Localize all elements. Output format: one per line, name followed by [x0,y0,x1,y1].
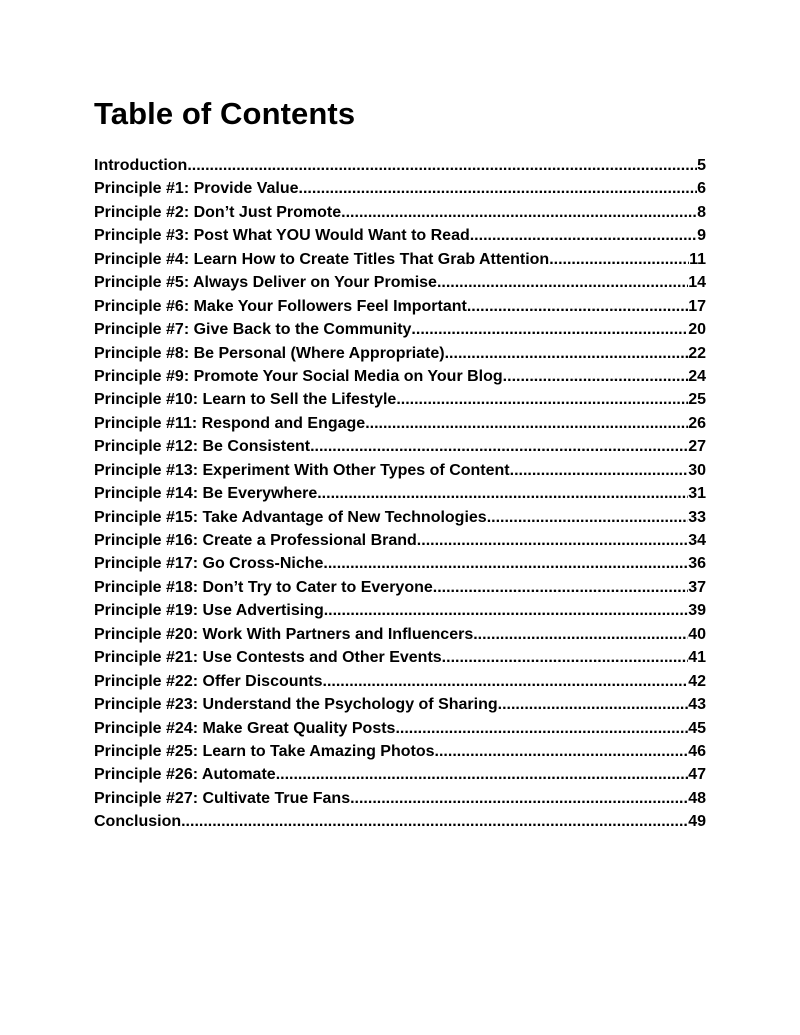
toc-entry[interactable] [94,251,706,274]
toc-entry-label: Principle #24: Make Great Quality Posts [94,719,396,737]
toc-entry-page-number: 30 [688,461,706,479]
toc-entry[interactable] [94,391,706,414]
toc-entry-label: Principle #20: Work With Partners and Influencers [94,625,474,643]
toc-entry-page-number: 46 [688,742,706,760]
toc-entry-label: Principle #17: Go Cross-Niche [94,555,324,573]
toc-dot-leader [276,766,689,784]
toc-entry-page-number: 24 [688,367,706,385]
toc-entry[interactable] [94,579,706,602]
toc-entry-page-number: 40 [688,625,706,643]
toc-entry-page-number: 9 [697,227,706,245]
toc-dot-leader [510,462,689,480]
toc-entry-label: Principle #27: Cultivate True Fans [94,789,351,807]
toc-entry-page-number: 49 [688,813,706,831]
toc-dot-leader [341,204,697,222]
toc-entry-label: Principle #1: Provide Value [94,180,299,198]
toc-entry-page-number: 34 [688,532,706,549]
toc-entry[interactable] [94,673,706,696]
toc-entry[interactable] [94,415,706,438]
toc-entry-page-number: 27 [688,438,706,456]
toc-entry[interactable] [94,274,706,297]
toc-entry-label: Principle #2: Don’t Just Promote [94,203,342,221]
toc-dot-leader [487,509,689,527]
toc-entry[interactable] [94,532,706,555]
toc-entry-page-number: 43 [688,696,706,714]
toc-entry-page-number: 31 [688,485,706,503]
document-page [94,95,706,831]
toc-entry-label: Principle #11: Respond and Engage [94,414,366,432]
toc-dot-leader [299,180,698,198]
toc-entry-page-number: 20 [688,321,706,339]
toc-entry[interactable] [94,345,706,368]
toc-entry-label: Principle #9: Promote Your Social Media on Your Blog [94,367,503,385]
toc-entry[interactable] [94,766,706,789]
toc-entry-page-number: 5 [697,157,706,174]
toc-dot-leader [435,743,689,761]
toc-entry-label: Principle #22: Offer Discounts [94,672,323,690]
toc-entry[interactable] [94,204,706,227]
toc-entry-label: Principle #14: Be Everywhere [94,485,318,503]
toc-entry[interactable] [94,227,706,250]
toc-dot-leader [323,673,689,691]
toc-entry-page-number: 47 [688,766,706,784]
toc-entry-label: Principle #5: Always Deliver on Your Promise [94,274,437,292]
toc-entry[interactable] [94,696,706,719]
toc-dot-leader [442,649,689,667]
toc-entry-page-number: 14 [688,274,706,292]
toc-entry-page-number: 48 [688,789,706,807]
toc-dot-leader [181,813,688,831]
toc-entry-label: Principle #21: Use Contests and Other Events [94,649,442,667]
toc-entry-page-number: 36 [688,555,706,573]
toc-entry-label: Principle #25: Learn to Take Amazing Photos [94,742,435,760]
toc-entry-label: Introduction [94,157,188,174]
toc-list [94,157,706,837]
toc-dot-leader [396,391,688,409]
toc-entry-page-number: 17 [688,297,706,315]
toc-entry-label: Principle #12: Be Consistent [94,438,311,456]
toc-entry-label: Principle #8: Be Personal (Where Appropriate) [94,344,445,362]
toc-entry-label: Principle #3: Post What YOU Would Want to Read [94,227,470,245]
toc-dot-leader [323,555,688,573]
toc-dot-leader [365,415,688,433]
toc-entry-page-number: 26 [688,414,706,432]
toc-dot-leader [473,626,688,644]
page-title: Table of Contents [94,96,356,131]
toc-entry-page-number: 22 [688,344,706,362]
toc-entry-label: Principle #7: Give Back to the Community [94,321,412,339]
toc-entry[interactable] [94,462,706,485]
toc-entry[interactable] [94,555,706,578]
toc-entry-page-number: 45 [688,719,706,737]
toc-entry[interactable] [94,743,706,766]
toc-dot-leader [417,532,688,550]
toc-entry-label: Principle #10: Learn to Sell the Lifestyle [94,391,397,409]
toc-entry-label: Principle #16: Create a Professional Brand [94,532,417,549]
toc-entry-page-number: 25 [688,391,706,409]
toc-entry[interactable] [94,602,706,625]
toc-entry[interactable] [94,649,706,672]
toc-entry-label: Principle #13: Experiment With Other Types of Content [94,461,510,479]
toc-dot-leader [470,227,697,245]
toc-entry[interactable] [94,368,706,391]
toc-entry-page-number: 8 [697,203,706,221]
toc-dot-leader [445,345,689,363]
toc-dot-leader [503,368,689,386]
toc-entry[interactable] [94,720,706,743]
toc-dot-leader [310,438,688,456]
toc-dot-leader [437,274,688,292]
toc-entry-page-number: 6 [697,180,706,198]
toc-entry-page-number: 42 [688,672,706,690]
toc-entry[interactable] [94,321,706,344]
toc-dot-leader [187,157,697,175]
toc-entry-label: Conclusion [94,813,182,831]
toc-dot-leader [324,602,688,620]
toc-dot-leader [395,720,688,738]
toc-dot-leader [317,485,688,503]
toc-dot-leader [549,251,689,269]
toc-entry-label: Principle #18: Don’t Try to Cater to Everyone [94,578,433,596]
toc-entry[interactable] [94,298,706,321]
toc-entry[interactable] [94,509,706,532]
toc-entry-label: Principle #19: Use Advertising [94,602,324,620]
toc-dot-leader [433,579,688,597]
toc-entry[interactable] [94,180,706,203]
toc-entry-page-number: 37 [688,578,706,596]
toc-entry-label: Principle #15: Take Advantage of New Technologies [94,508,487,526]
toc-entry-page-number: 11 [689,250,706,268]
toc-entry-label: Principle #6: Make Your Followers Feel Important [94,297,467,315]
toc-entry[interactable] [94,157,706,180]
toc-entry-page-number: 33 [688,508,706,526]
toc-entry-page-number: 41 [688,649,706,667]
toc-dot-leader [411,321,688,339]
toc-entry[interactable] [94,626,706,649]
toc-entry-page-number: 39 [688,602,706,620]
toc-entry[interactable] [94,485,706,508]
toc-entry-label: Principle #4: Learn How to Create Titles That Grab Attention [94,250,550,268]
toc-dot-leader [350,790,688,808]
toc-dot-leader [498,696,689,714]
toc-entry-label: Principle #23: Understand the Psychology of Sharing [94,696,498,714]
toc-dot-leader [467,298,688,316]
toc-entry[interactable] [94,438,706,461]
toc-entry[interactable] [94,813,706,836]
toc-entry-label: Principle #26: Automate [94,766,276,784]
toc-entry[interactable] [94,790,706,813]
